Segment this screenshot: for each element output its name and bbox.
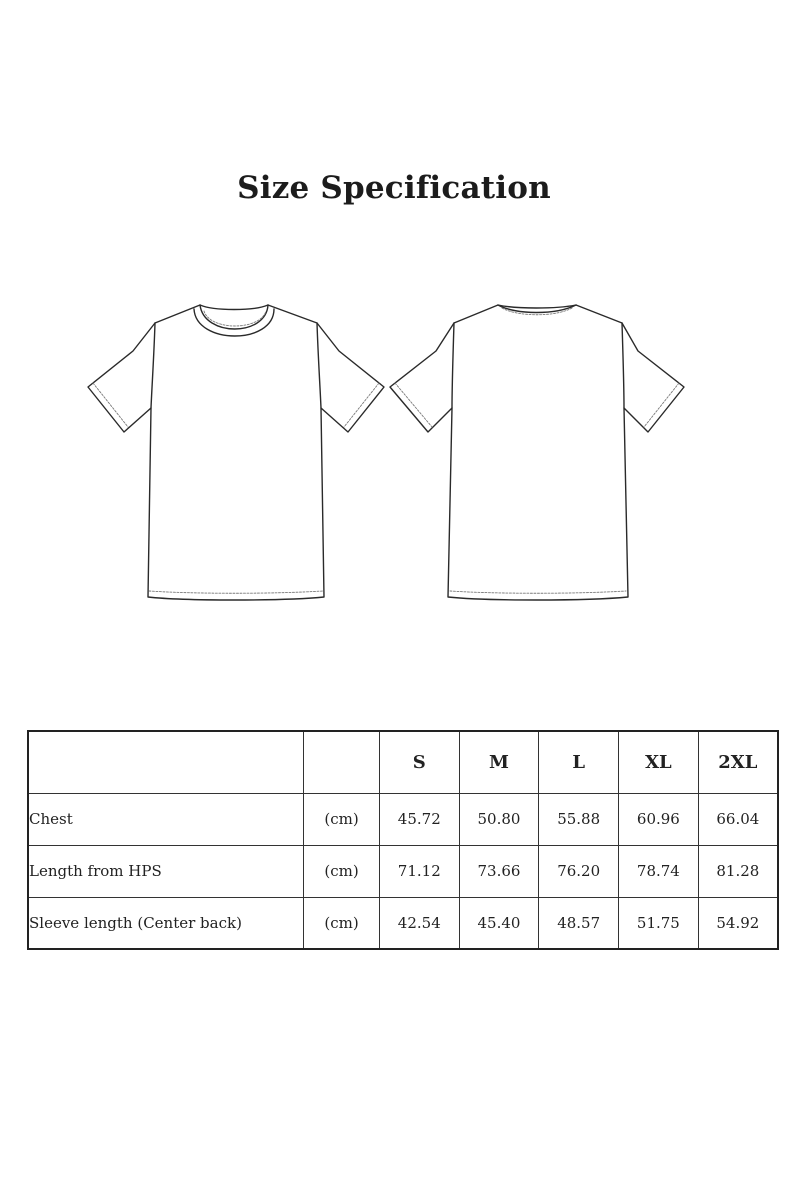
table-row (28, 793, 778, 845)
row-label: Chest (28, 793, 304, 845)
table-header-row (28, 731, 778, 793)
header-empty-label (28, 731, 304, 793)
table-row (28, 897, 778, 949)
size-spec-table (27, 730, 779, 950)
table-cell: 42.54 (379, 897, 459, 949)
table-cell: 73.66 (459, 845, 539, 897)
table-cell: 71.12 (379, 845, 459, 897)
table-cell: 51.75 (619, 897, 699, 949)
table-cell: 76.20 (539, 845, 619, 897)
table-cell: 45.72 (379, 793, 459, 845)
table-cell: 55.88 (539, 793, 619, 845)
table-cell: 45.40 (459, 897, 539, 949)
row-unit: (cm) (304, 793, 380, 845)
table-cell: 78.74 (619, 845, 699, 897)
row-unit: (cm) (304, 845, 380, 897)
header-empty-unit (304, 731, 380, 793)
size-header: XL (619, 731, 699, 793)
table-cell: 54.92 (698, 897, 778, 949)
tshirt-back-icon (386, 295, 688, 611)
size-header: M (459, 731, 539, 793)
row-label: Length from HPS (28, 845, 304, 897)
page-title: Size Specification (237, 170, 551, 206)
table-cell: 50.80 (459, 793, 539, 845)
size-header: 2XL (698, 731, 778, 793)
table-cell: 48.57 (539, 897, 619, 949)
table-cell: 66.04 (698, 793, 778, 845)
size-header: S (379, 731, 459, 793)
table-cell: 81.28 (698, 845, 778, 897)
tshirt-front-icon (84, 295, 386, 611)
row-label: Sleeve length (Center back) (28, 897, 304, 949)
size-header: L (539, 731, 619, 793)
table-row (28, 845, 778, 897)
row-unit: (cm) (304, 897, 380, 949)
table-cell: 60.96 (619, 793, 699, 845)
